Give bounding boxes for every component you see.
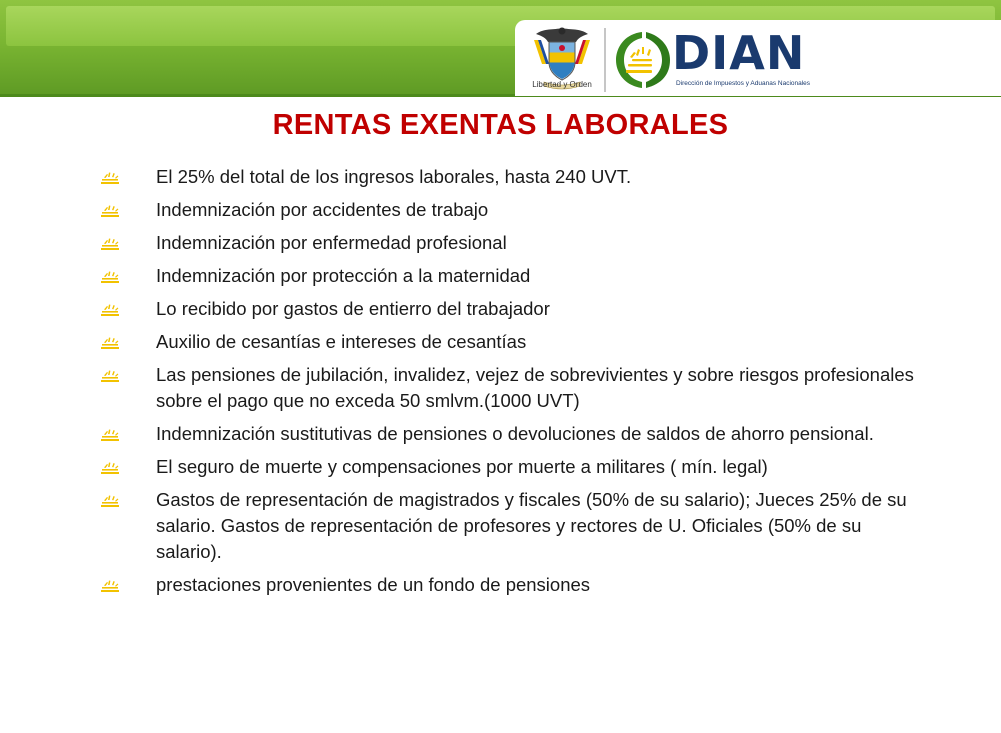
list-item-text: Auxilio de cesantías e intereses de cesantías [156,331,527,352]
list-item [100,487,920,565]
list-item-text: Indemnización por accidentes de trabajo [156,199,489,220]
sun-rays-icon [100,202,120,218]
list-item [100,362,920,414]
slide-title: RENTAS EXENTAS LABORALES [272,109,729,141]
dian-logo-mark-icon [612,26,674,92]
dian-subtitle: Dirección de Impuestos y Aduanas Nacionales [676,80,811,87]
sun-rays-icon [100,492,120,508]
list-item-text: Gastos de representación de magistrados y fiscales (50% de su salario); Jueces 25% de su salario. Gastos de representación de profesores y rectores de U. Oficiales (50% de su salario). [156,489,907,562]
list-item [100,296,920,322]
list-item-text: Indemnización por enfermedad profesional [156,232,507,253]
list-item [100,329,920,355]
sun-rays-icon [100,367,120,383]
list-item [100,454,920,480]
list-item [100,164,920,190]
list-item [100,263,920,289]
sun-rays-icon [100,301,120,317]
logo-divider [604,28,606,92]
list-item [100,572,920,598]
sun-rays-icon [100,577,120,593]
list-item-text: El seguro de muerte y compensaciones por muerte a militares ( mín. legal) [156,456,768,477]
list-item-text: El 25% del total de los ingresos laborales, hasta 240 UVT. [156,166,632,187]
dian-wordmark: DIAN [672,26,806,80]
list-item [100,197,920,223]
sun-rays-icon [100,334,120,350]
sun-rays-icon [100,169,120,185]
list-item-text: Indemnización sustitutivas de pensiones o devoluciones de saldos de ahorro pensional. [156,423,874,444]
list-item-text: Las pensiones de jubilación, invalidez, vejez de sobrevivientes y sobre riesgos profesionales sobre el pago que no exceda 50 smlvm.(1000 UVT) [156,364,914,411]
list-item [100,230,920,256]
list-item-text: Lo recibido por gastos de entierro del trabajador [156,298,550,319]
sun-rays-icon [100,235,120,251]
list-item-text: prestaciones provenientes de un fondo de pensiones [156,574,591,595]
list-item [100,421,920,447]
sun-rays-icon [100,268,120,284]
sun-rays-icon [100,426,120,442]
sun-rays-icon [100,459,120,475]
list-item-text: Indemnización por protección a la maternidad [156,265,531,286]
bullet-list [100,164,920,605]
crest-caption: Libertad y Orden [532,80,592,89]
